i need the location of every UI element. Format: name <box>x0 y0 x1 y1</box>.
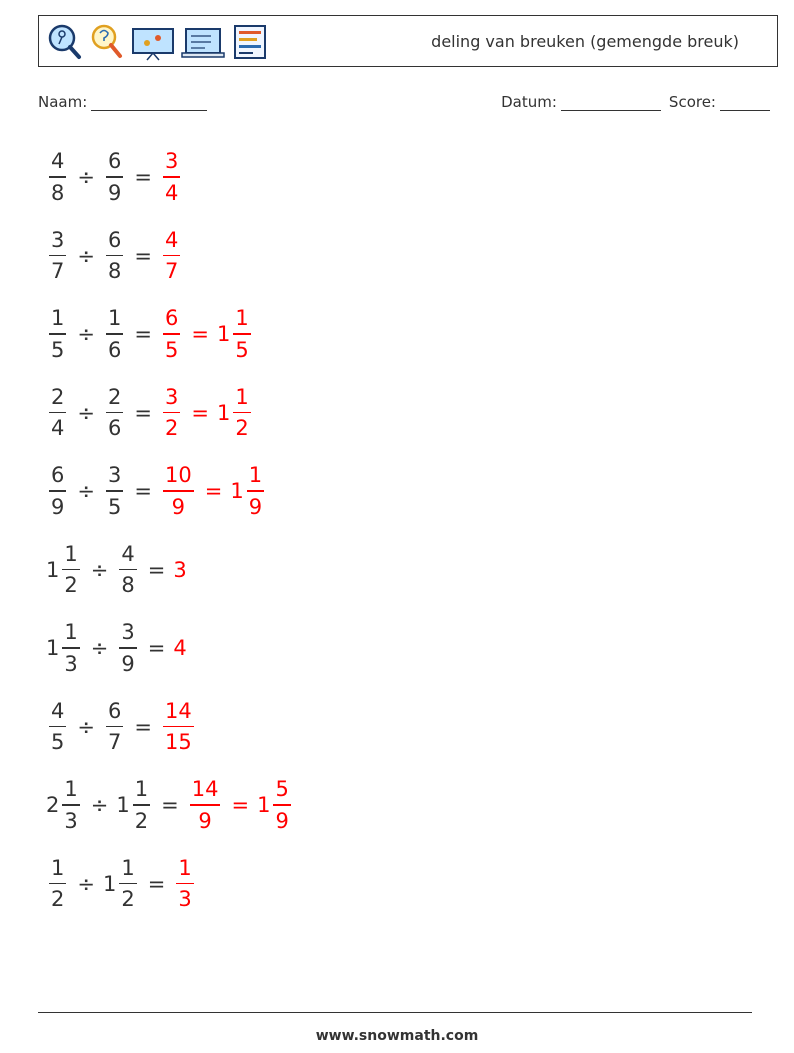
divide-sign: ÷ <box>90 636 109 660</box>
dividend-numerator: 4 <box>51 698 65 723</box>
divisor-numerator: 2 <box>107 384 122 409</box>
dividend-whole: 2 <box>46 793 60 817</box>
dividend-numerator: 1 <box>51 855 65 880</box>
answer-denominator: 9 <box>171 494 186 519</box>
problem-row <box>46 458 267 524</box>
equals-sign: = <box>134 165 152 189</box>
divisor-numerator: 1 <box>107 306 122 331</box>
answer-numerator: 3 <box>164 384 179 409</box>
answer-value <box>160 697 197 757</box>
answer-equals-sign: = <box>191 400 209 425</box>
divisor-fraction <box>106 697 123 757</box>
answer <box>160 697 197 757</box>
answer-mixed-denominator: 9 <box>248 494 263 519</box>
answer-mixed-bar <box>273 804 290 806</box>
worksheet-header <box>38 15 778 67</box>
divisor-fraction <box>119 854 136 914</box>
dividend-numerator: 3 <box>51 227 65 252</box>
answer-denominator: 15 <box>164 730 192 755</box>
answer-bar <box>176 883 193 885</box>
divisor-fraction <box>119 540 136 600</box>
answer-mixed-whole: 1 <box>216 400 231 425</box>
answer-denominator: 5 <box>164 337 179 362</box>
student-info-row <box>38 93 770 117</box>
problem-row <box>46 380 254 446</box>
divide-sign: ÷ <box>77 165 95 189</box>
problem-row <box>46 772 294 838</box>
equals-sign: = <box>134 400 152 425</box>
dividend-fraction <box>49 461 66 521</box>
divisor-denominator: 6 <box>107 416 122 441</box>
answer-bar <box>190 804 221 806</box>
answer-numerator: 10 <box>164 463 192 488</box>
divisor-denominator: 9 <box>121 651 135 676</box>
dividend-bar <box>49 726 66 728</box>
divisor-denominator: 2 <box>134 808 149 833</box>
magnifier-key-icon <box>47 23 83 61</box>
divisor-fraction <box>133 775 150 835</box>
answer-fraction <box>163 304 180 364</box>
divisor-value <box>103 304 126 364</box>
divide-sign: ÷ <box>77 479 95 503</box>
dividend-bar <box>49 412 66 414</box>
divisor-numerator: 6 <box>107 698 122 723</box>
divisor-bar <box>119 647 136 649</box>
equals-sign: = <box>134 479 152 503</box>
answer-bar <box>163 490 194 492</box>
dividend-fraction <box>49 226 66 286</box>
dividend-numerator: 1 <box>64 620 78 645</box>
answer-mixed-whole: 1 <box>216 322 231 346</box>
answer-bar <box>163 176 180 178</box>
name-field <box>38 93 207 111</box>
answer-mixed-denominator: 2 <box>235 416 249 441</box>
laptop-checklist-icon <box>181 23 225 61</box>
divisor-denominator: 7 <box>107 730 122 755</box>
answer-numerator: 3 <box>164 149 179 174</box>
divisor-bar <box>106 176 123 178</box>
divisor-bar <box>106 333 123 335</box>
dividend-whole: 1 <box>46 557 60 582</box>
answer-fraction <box>190 775 221 835</box>
equals-sign: = <box>134 322 152 346</box>
dividend-numerator: 1 <box>64 541 78 566</box>
divisor-denominator: 5 <box>107 494 122 519</box>
answer-fraction <box>163 226 180 286</box>
divide-sign: ÷ <box>77 714 95 739</box>
equals-sign: = <box>147 871 166 896</box>
answer-denominator: 7 <box>164 259 179 284</box>
divisor-fraction <box>106 226 123 286</box>
divisor-numerator: 6 <box>107 149 122 174</box>
divisor-fraction <box>106 383 123 443</box>
dividend-bar <box>49 883 66 885</box>
dividend-denominator: 3 <box>64 808 78 833</box>
problem-row <box>46 694 197 760</box>
divisor-numerator: 1 <box>134 777 149 802</box>
divisor-fraction <box>106 461 123 521</box>
dividend-bar <box>49 176 66 178</box>
divisor-bar <box>119 569 136 571</box>
dividend-numerator: 1 <box>64 777 78 802</box>
dividend-bar <box>62 569 79 571</box>
dividend-numerator: 2 <box>51 384 65 409</box>
answer <box>160 383 254 443</box>
equals-sign: = <box>147 636 166 660</box>
divide-sign: ÷ <box>90 793 109 817</box>
dividend-bar <box>49 333 66 335</box>
answer-numerator: 14 <box>164 698 192 723</box>
answer-mixed-fraction <box>233 383 250 443</box>
answer-mixed-fraction <box>273 775 290 835</box>
divisor-fraction <box>119 618 136 678</box>
divisor-numerator: 6 <box>107 227 122 252</box>
answer-value <box>160 226 183 286</box>
answer-mixed-numerator: 1 <box>248 463 263 488</box>
document-report-icon <box>231 23 267 61</box>
answer-numerator: 4 <box>164 227 179 252</box>
dividend-fraction <box>62 618 79 678</box>
answer <box>173 636 186 660</box>
divisor-denominator: 2 <box>121 887 135 912</box>
answer-mixed-numerator: 5 <box>275 777 289 802</box>
answer-bar <box>163 412 180 414</box>
dividend-bar <box>49 255 66 257</box>
answer-mixed-bar <box>233 333 250 335</box>
divisor-value <box>116 540 139 600</box>
dividend-bar <box>49 490 66 492</box>
divisor-value <box>103 383 126 443</box>
answer-denominator: 2 <box>164 416 179 441</box>
name-blank[interactable] <box>91 94 207 111</box>
divisor-bar <box>106 255 123 257</box>
divisor-value <box>103 461 126 521</box>
divisor-whole: 1 <box>116 793 130 817</box>
answer-mixed-denominator: 5 <box>235 337 249 362</box>
answer-mixed-fraction <box>233 304 250 364</box>
divisor-value <box>103 854 140 914</box>
equals-sign: = <box>147 557 166 582</box>
answer-equals-sign: = <box>231 793 250 817</box>
answer-fraction <box>163 383 180 443</box>
dividend-value <box>46 618 83 678</box>
answer-fraction <box>163 697 194 757</box>
answer-value <box>187 775 224 835</box>
problem-row <box>46 851 197 917</box>
answer-equals-sign: = <box>191 322 209 346</box>
dividend-whole: 1 <box>46 636 60 660</box>
dividend-value <box>46 147 69 207</box>
dividend-denominator: 3 <box>64 651 78 676</box>
dividend-bar <box>62 647 79 649</box>
problem-row <box>46 144 183 210</box>
dividend-denominator: 2 <box>64 573 78 598</box>
equals-sign: = <box>161 793 179 817</box>
divisor-numerator: 3 <box>121 620 135 645</box>
answer-mixed-fraction <box>247 461 264 521</box>
answer-value <box>160 304 183 364</box>
equals-sign: = <box>134 714 152 739</box>
date-label: Datum: <box>501 93 557 111</box>
divide-sign: ÷ <box>77 322 95 346</box>
answer-fraction <box>163 461 194 521</box>
dividend-numerator: 4 <box>51 149 65 174</box>
answer-mixed-numerator: 1 <box>235 384 249 409</box>
answer-mixed-value <box>257 775 294 835</box>
dividend-fraction <box>49 697 66 757</box>
dividend-value <box>46 226 69 286</box>
dividend-fraction <box>49 854 66 914</box>
dividend-denominator: 9 <box>51 494 65 519</box>
answer-bar <box>163 726 194 728</box>
answer-fraction <box>176 854 193 914</box>
answer-mixed-whole: 1 <box>257 793 271 817</box>
problem-row <box>46 615 187 681</box>
divisor-denominator: 8 <box>121 573 135 598</box>
date-blank[interactable] <box>561 94 661 111</box>
dividend-value <box>46 697 69 757</box>
answer-value <box>160 461 197 521</box>
divisor-bar <box>106 490 123 492</box>
divisor-whole: 1 <box>102 871 117 896</box>
divisor-value <box>103 697 126 757</box>
answer <box>160 304 254 364</box>
divide-sign: ÷ <box>77 871 95 896</box>
dividend-fraction <box>49 383 66 443</box>
answer-equals-sign: = <box>204 479 223 503</box>
answer-denominator: 3 <box>178 887 192 912</box>
answer-whole: 4 <box>173 636 187 660</box>
answer-mixed-value <box>217 304 254 364</box>
answer <box>173 854 196 914</box>
equals-sign: = <box>134 243 152 268</box>
dividend-value <box>46 304 69 364</box>
dividend-denominator: 5 <box>51 337 65 362</box>
answer <box>160 461 267 521</box>
divisor-fraction <box>106 304 123 364</box>
footer-url[interactable]: www.snowmath.com <box>315 1028 479 1044</box>
dividend-fraction <box>49 304 66 364</box>
answer-mixed-value <box>217 383 254 443</box>
answer-value <box>160 383 183 443</box>
presentation-board-icon <box>131 23 175 61</box>
divisor-value <box>116 775 153 835</box>
score-label: Score: <box>668 93 716 111</box>
answer-fraction <box>163 147 180 207</box>
dividend-denominator: 2 <box>51 887 65 912</box>
problem-row <box>46 223 183 289</box>
answer-value <box>160 147 183 207</box>
divisor-numerator: 3 <box>107 463 122 488</box>
answer-mixed-bar <box>247 490 264 492</box>
answer <box>173 558 186 582</box>
answer-mixed-value <box>230 461 267 521</box>
name-label: Naam: <box>38 93 88 111</box>
problem-row <box>46 537 187 603</box>
dividend-denominator: 5 <box>51 730 65 755</box>
answer-bar <box>163 255 180 257</box>
dividend-value <box>46 775 83 835</box>
footer-divider <box>38 1012 752 1013</box>
divisor-numerator: 4 <box>121 541 135 566</box>
problem-row <box>46 301 254 367</box>
divisor-bar <box>106 412 123 414</box>
dividend-fraction <box>62 540 79 600</box>
divisor-value <box>103 226 126 286</box>
divisor-value <box>103 147 126 207</box>
answer <box>160 226 183 286</box>
answer-denominator: 4 <box>164 180 179 205</box>
worksheet-title: deling van breuken (gemengde breuk) <box>431 32 739 51</box>
answer-numerator: 6 <box>164 306 179 331</box>
dividend-numerator: 6 <box>51 463 65 488</box>
divisor-denominator: 8 <box>107 259 122 284</box>
divisor-value <box>116 618 139 678</box>
dividend-denominator: 4 <box>51 416 65 441</box>
divisor-fraction <box>106 147 123 207</box>
dividend-value <box>46 854 69 914</box>
dividend-value <box>46 383 69 443</box>
divisor-numerator: 1 <box>121 855 135 880</box>
dividend-value <box>46 540 83 600</box>
dividend-bar <box>62 804 79 806</box>
divisor-bar <box>119 883 136 885</box>
divisor-denominator: 9 <box>107 180 122 205</box>
dividend-denominator: 7 <box>51 259 65 284</box>
magnifier-question-icon <box>89 23 125 61</box>
answer <box>187 775 294 835</box>
answer <box>160 147 183 207</box>
dividend-numerator: 1 <box>51 306 65 331</box>
divide-sign: ÷ <box>90 557 109 582</box>
score-blank[interactable] <box>720 94 770 111</box>
answer-numerator: 14 <box>191 777 219 802</box>
answer-mixed-denominator: 9 <box>275 808 289 833</box>
divide-sign: ÷ <box>77 400 95 425</box>
divisor-denominator: 6 <box>107 337 122 362</box>
answer-mixed-whole: 1 <box>230 479 244 503</box>
dividend-denominator: 8 <box>51 180 65 205</box>
divide-sign: ÷ <box>77 243 95 268</box>
answer-bar <box>163 333 180 335</box>
date-score-fields <box>501 93 770 111</box>
answer-numerator: 1 <box>178 855 192 880</box>
dividend-fraction <box>62 775 79 835</box>
dividend-value <box>46 461 69 521</box>
answer-whole: 3 <box>173 557 187 582</box>
header-icons <box>47 22 267 62</box>
answer-mixed-numerator: 1 <box>235 306 249 331</box>
answer-mixed-bar <box>233 412 250 414</box>
dividend-fraction <box>49 147 66 207</box>
divisor-bar <box>106 726 123 728</box>
divisor-bar <box>133 804 150 806</box>
answer-denominator: 9 <box>198 808 212 833</box>
answer-value <box>173 854 196 914</box>
